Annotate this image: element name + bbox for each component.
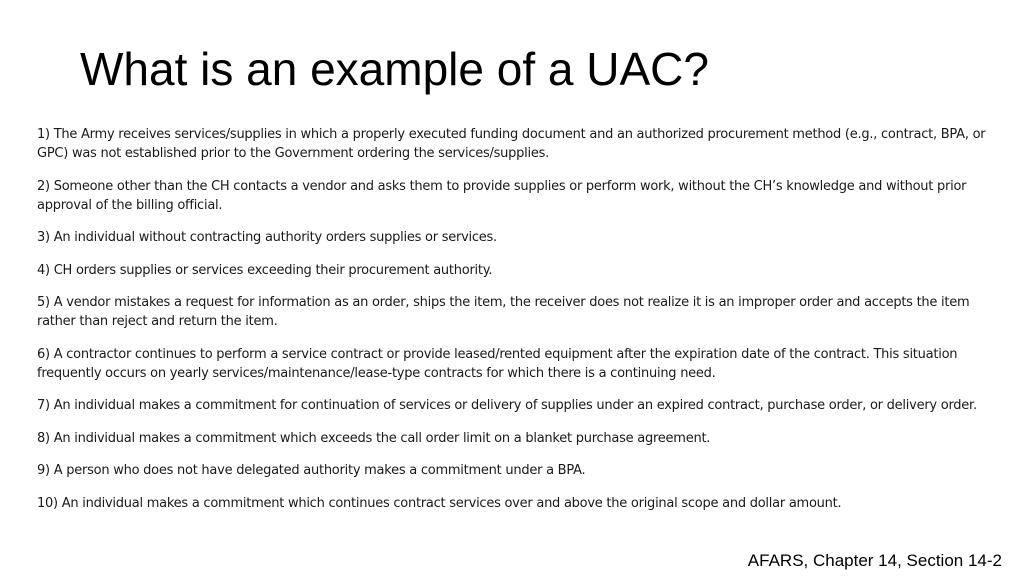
slide-title: What is an example of a UAC? [80,43,709,95]
example-item-3: 3) An individual without contracting authority orders supplies or services. [37,230,497,245]
example-item-8: 8) An individual makes a commitment which exceeds the call order limit on a blanket purchase agreement. [37,430,711,446]
example-item-9: 9) A person who does not have delegated authority makes a commitment under a BPA. [37,463,586,478]
example-item-2: 2) Someone other than the CH contacts a vendor and asks them to provide supplies or perform work, without the CH’s knowledge and without prior approval of the billing official. [37,178,967,213]
example-item-4: 4) CH orders supplies or services exceeding their procurement authority. [37,262,493,278]
example-item-10: 10) An individual makes a commitment which continues contract services over and above the original scope and dollar amount. [37,495,842,511]
example-list [37,125,989,513]
example-item-7: 7) An individual makes a commitment for continuation of services or delivery of supplies under an expired contract, purchase order, or delivery order. [37,398,977,413]
example-item-1: 1) The Army receives services/supplies in which a properly executed funding document and an authorized procurement method (e.g., contract, BPA, or GPC) was not established prior to the Government ordering the services/supplies. [37,127,986,161]
example-item-5: 5) A vendor mistakes a request for information as an order, ships the item, the receiver does not realize it is an improper order and accepts the item rather than reject and return the item. [37,295,970,329]
example-item-6: 6) A contractor continues to perform a service contract or provide leased/rented equipment after the expiration date of the contract. This situation frequently occurs on yearly services/maintenance/lease-type contracts for which there is a continuing need. [37,346,958,381]
source-reference: AFARS, Chapter 14, Section 14-2 [747,551,1002,570]
